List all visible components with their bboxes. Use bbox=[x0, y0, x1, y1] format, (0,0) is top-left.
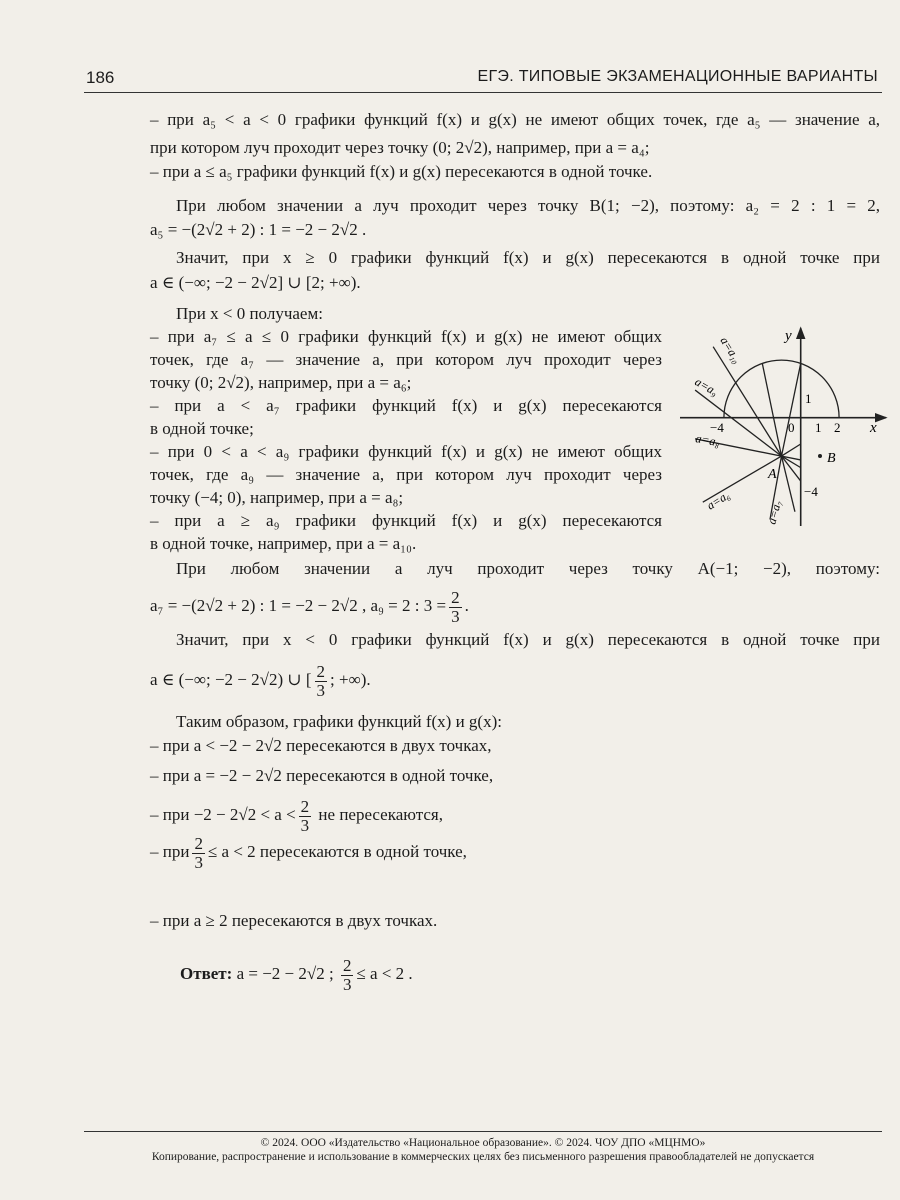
ray bbox=[782, 444, 801, 456]
ray-label-a9: a=a₉ bbox=[692, 374, 721, 399]
answer-formula-end: ≤ a < 2 . bbox=[356, 964, 413, 983]
text-line: – при 0 < a < a₉ графики функций f(x) и g(x) не имеют общих bbox=[150, 442, 662, 461]
fraction-numerator: 2 bbox=[342, 955, 352, 975]
text-line bbox=[150, 586, 469, 626]
ray-label-a10: a=a₁₀ bbox=[717, 334, 745, 366]
ray bbox=[782, 363, 801, 456]
text-line: – при a < −2 − 2√2 пересекаются в двух точках, bbox=[150, 736, 492, 755]
text-line: – при a < a₇ графики функций f(x) и g(x) пересекаются bbox=[150, 396, 662, 415]
tick-label: −4 bbox=[710, 420, 724, 435]
fraction bbox=[299, 798, 312, 835]
formula-end: ≤ a < 2 пересекаются в одной точке, bbox=[207, 842, 467, 861]
fraction bbox=[449, 589, 462, 626]
ray-label-a8: a=a₈ bbox=[694, 431, 721, 450]
text-line: При x < 0 получаем: bbox=[176, 304, 323, 323]
text-line: Значит, при x ≥ 0 графики функций f(x) и g(x) пересекаются в одной точке при bbox=[176, 248, 880, 267]
axis-y-label: y bbox=[785, 328, 792, 344]
formula: – при bbox=[150, 842, 190, 861]
header-rule bbox=[84, 92, 882, 93]
text-line: a₅ = −(2√2 + 2) : 1 = −2 − 2√2 . bbox=[150, 220, 367, 239]
footer-rule bbox=[84, 1131, 882, 1132]
ray-label-a7: a=a₇ bbox=[764, 498, 785, 526]
tick-label: 1 bbox=[805, 391, 812, 406]
tick-label: 1 bbox=[815, 420, 822, 435]
ray bbox=[762, 363, 781, 456]
formula: a₇ = −(2√2 + 2) : 1 = −2 − 2√2 , a₉ = 2 : 3 = bbox=[150, 596, 447, 615]
text-line: – при a₅ < a < 0 графики функций f(x) и g(x) не имеют общих точек, где a₅ — значение a, bbox=[150, 110, 880, 129]
formula: – при −2 − 2√2 < a < bbox=[150, 805, 296, 824]
fraction-numerator: 2 bbox=[300, 796, 310, 816]
text-line: точек, где a₉ — значение a, при котором луч проходит через bbox=[150, 465, 662, 484]
formula-end: не пересекаются, bbox=[314, 805, 443, 824]
answer-label: Ответ: bbox=[180, 964, 233, 983]
axis-x-label: x bbox=[870, 420, 877, 436]
tick-label: 2 bbox=[834, 420, 841, 435]
fraction-denominator: 3 bbox=[342, 974, 352, 994]
text-line: при котором луч проходит через точку (0; 2√2), например, при a = a₄; bbox=[150, 138, 650, 157]
text-line: – при a ≥ a₉ графики функций f(x) и g(x) пересекаются bbox=[150, 511, 662, 530]
fraction-numerator: 2 bbox=[316, 661, 326, 681]
running-title: ЕГЭ. ТИПОВЫЕ ЭКЗАМЕНАЦИОННЫЕ ВАРИАНТЫ bbox=[477, 68, 878, 85]
fraction-denominator: 3 bbox=[194, 852, 203, 872]
fraction-denominator: 3 bbox=[451, 606, 460, 626]
page-number: 186 bbox=[86, 68, 115, 87]
fraction-numerator: 2 bbox=[194, 833, 203, 853]
figure-graph bbox=[680, 320, 900, 540]
tick-label: −4 bbox=[804, 484, 818, 499]
text-line: a ∈ (−∞; −2 − 2√2] ∪ [2; +∞). bbox=[150, 273, 361, 292]
text-line bbox=[150, 832, 467, 872]
ray bbox=[713, 347, 781, 456]
text-line: точку (−4; 0), например, при a = a₈; bbox=[150, 488, 404, 507]
text-line: При любом значении a луч проходит через точку B(1; −2), поэтому: a₂ = 2 : 1 = 2, bbox=[176, 196, 880, 215]
text-line: – при a ≥ 2 пересекаются в двух точках. bbox=[150, 911, 438, 930]
footer-notice: Копирование, распространение и использование в коммерческих целях без письменного разрешения правообладателей не допускается bbox=[151, 1151, 815, 1163]
text-line: Таким образом, графики функций f(x) и g(x): bbox=[176, 712, 502, 731]
formula-end: ; +∞). bbox=[330, 670, 371, 689]
formula: a ∈ (−∞; −2 − 2√2) ∪ [ bbox=[150, 670, 312, 689]
text-line: При любом значении a луч проходит через точку A(−1; −2), поэтому: bbox=[176, 559, 880, 578]
text-line: – при a ≤ a₅ графики функций f(x) и g(x) пересекаются в одной точке. bbox=[150, 162, 653, 181]
text-line: – при a₇ ≤ a ≤ 0 графики функций f(x) и g(x) не имеют общих bbox=[150, 327, 662, 346]
text-line bbox=[150, 660, 371, 700]
fraction-denominator: 3 bbox=[316, 680, 326, 700]
point-b bbox=[818, 454, 822, 458]
tick-label: 0 bbox=[788, 420, 795, 435]
fraction-numerator: 2 bbox=[451, 587, 460, 607]
text-line: в одной точке, например, при a = a₁₀. bbox=[150, 534, 417, 553]
fraction bbox=[192, 835, 205, 872]
point-b-label: B bbox=[827, 451, 836, 466]
answer-line bbox=[180, 954, 413, 994]
text-line: – при a = −2 − 2√2 пересекаются в одной точке, bbox=[150, 766, 494, 785]
footer-copyright: © 2024. ООО «Издательство «Национальное образование». © 2024. ЧОУ ДПО «МЦНМО» bbox=[260, 1137, 706, 1149]
fraction-denominator: 3 bbox=[300, 815, 310, 835]
text-line bbox=[150, 795, 443, 835]
semicircle bbox=[724, 360, 839, 418]
text-line: Значит, при x < 0 графики функций f(x) и g(x) пересекаются в одной точке при bbox=[176, 630, 880, 649]
text-line: точек, где a₇ — значение a, при котором луч проходит через bbox=[150, 350, 662, 369]
formula-end: . bbox=[464, 596, 469, 615]
answer-formula: a = −2 − 2√2 ; bbox=[236, 964, 334, 983]
point-a-label: A bbox=[768, 467, 777, 482]
ray-label-a6: a=a₆ bbox=[704, 487, 733, 513]
text-line: в одной точке; bbox=[150, 419, 254, 438]
fraction bbox=[315, 663, 328, 700]
text-line: точку (0; 2√2), например, при a = a₆; bbox=[150, 373, 412, 392]
fraction bbox=[341, 957, 354, 994]
